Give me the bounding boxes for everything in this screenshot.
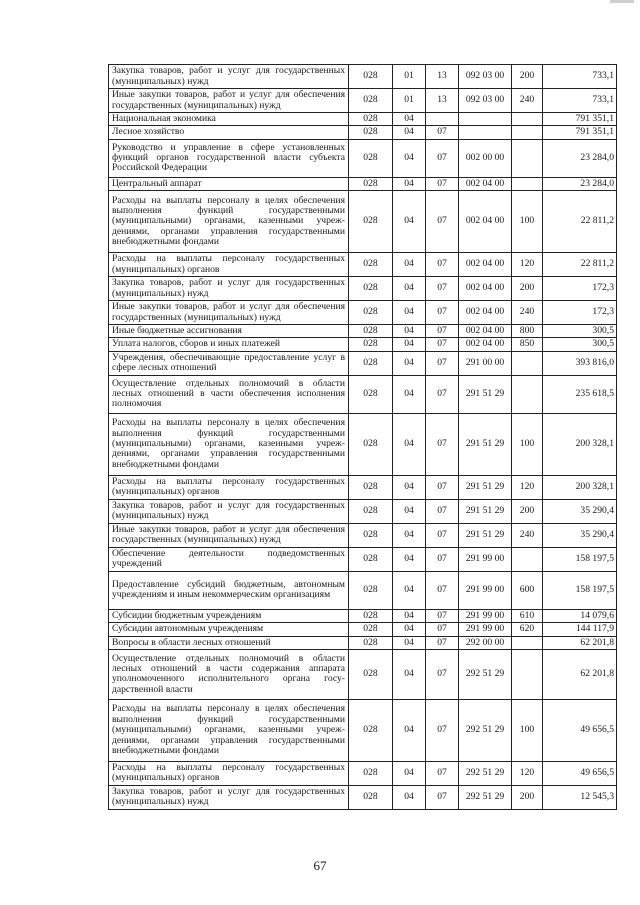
row-ved: 028 xyxy=(349,325,393,338)
table-row xyxy=(109,499,617,523)
row-pr xyxy=(426,113,459,126)
row-csr: 292 00 00 xyxy=(459,636,512,649)
row-pr: 07 xyxy=(426,351,459,375)
row-sum: 23 284,0 xyxy=(543,177,617,190)
row-csr: 002 04 00 xyxy=(459,325,512,338)
row-pr: 07 xyxy=(426,699,459,761)
row-rz: 04 xyxy=(393,475,426,499)
row-pr: 07 xyxy=(426,499,459,523)
row-name: Национальная экономика xyxy=(109,113,349,126)
row-pr: 07 xyxy=(426,375,459,413)
row-vr: 200 xyxy=(512,65,543,89)
table-row xyxy=(109,89,617,113)
row-name: Уплата налогов, сборов и иных платежей xyxy=(109,338,349,351)
row-rz: 04 xyxy=(393,126,426,139)
row-vr: 610 xyxy=(512,609,543,622)
row-sum: 733,1 xyxy=(543,89,617,113)
row-csr: 092 03 00 xyxy=(459,65,512,89)
row-ved: 028 xyxy=(349,699,393,761)
row-vr: 200 xyxy=(512,785,543,809)
row-pr: 13 xyxy=(426,89,459,113)
row-ved: 028 xyxy=(349,649,393,699)
row-pr: 07 xyxy=(426,609,459,622)
table-row xyxy=(109,338,617,351)
row-name: Иные закупки товаров, работ и услуг для обеспечения государственных (муниципальных) нужд xyxy=(109,301,349,325)
row-pr: 07 xyxy=(426,301,459,325)
row-rz: 04 xyxy=(393,253,426,277)
row-csr: 002 04 00 xyxy=(459,277,512,301)
row-ved: 028 xyxy=(349,547,393,571)
row-ved: 028 xyxy=(349,277,393,301)
row-csr: 291 99 00 xyxy=(459,571,512,609)
row-name: Учреждения, обеспечивающие предоставление услуг в сфере лесных отношений xyxy=(109,351,349,375)
row-pr: 07 xyxy=(426,338,459,351)
row-ved: 028 xyxy=(349,113,393,126)
row-vr xyxy=(512,126,543,139)
row-vr: 200 xyxy=(512,277,543,301)
table-row xyxy=(109,325,617,338)
table-row xyxy=(109,253,617,277)
row-vr: 100 xyxy=(512,191,543,253)
row-pr: 07 xyxy=(426,177,459,190)
row-csr: 002 04 00 xyxy=(459,253,512,277)
table-row xyxy=(109,65,617,89)
row-rz: 01 xyxy=(393,65,426,89)
row-rz: 04 xyxy=(393,785,426,809)
row-sum: 172,3 xyxy=(543,277,617,301)
row-pr: 07 xyxy=(426,139,459,177)
row-vr: 120 xyxy=(512,475,543,499)
row-pr: 07 xyxy=(426,277,459,301)
row-name: Расходы на выплаты персоналу в целях обеспечения выполнения функций государственными (муниципальными) органами, казенными учреждениями, органами управления государственными внебюджетными фондами xyxy=(109,413,349,475)
row-name: Обеспечение деятельности подведомственных учреждений xyxy=(109,547,349,571)
row-sum: 14 079,6 xyxy=(543,609,617,622)
table-row xyxy=(109,785,617,809)
row-name: Расходы на выплаты персоналу государственных (муниципальных) органов xyxy=(109,475,349,499)
row-ved: 028 xyxy=(349,375,393,413)
row-rz: 04 xyxy=(393,699,426,761)
row-pr: 07 xyxy=(426,191,459,253)
row-name: Расходы на выплаты персоналу в целях обеспечения выполнения функций государственными (муниципальными) органами, казенными учреждениями, органами управления государственными внебюджетными фондами xyxy=(109,699,349,761)
row-name: Закупка товаров, работ и услуг для государственных (муниципальных) нужд xyxy=(109,499,349,523)
row-sum: 172,3 xyxy=(543,301,617,325)
row-csr: 291 51 29 xyxy=(459,413,512,475)
row-rz: 04 xyxy=(393,375,426,413)
row-vr xyxy=(512,636,543,649)
row-vr xyxy=(512,649,543,699)
row-sum: 235 618,5 xyxy=(543,375,617,413)
row-rz: 04 xyxy=(393,523,426,547)
row-name: Закупка товаров, работ и услуг для государственных (муниципальных) нужд xyxy=(109,277,349,301)
row-rz: 04 xyxy=(393,338,426,351)
row-csr: 002 00 00 xyxy=(459,139,512,177)
row-rz: 04 xyxy=(393,325,426,338)
row-name: Осуществление отдельных полномочий в области лесных отношений в части содержания аппарата уполномоченного исполнительного органа государственной власти xyxy=(109,649,349,699)
row-rz: 04 xyxy=(393,301,426,325)
row-csr: 002 04 00 xyxy=(459,177,512,190)
row-pr: 07 xyxy=(426,523,459,547)
table-row xyxy=(109,139,617,177)
row-csr xyxy=(459,126,512,139)
row-csr: 291 99 00 xyxy=(459,609,512,622)
row-name: Субсидии автономным учреждениям xyxy=(109,623,349,636)
row-vr: 200 xyxy=(512,499,543,523)
row-rz: 04 xyxy=(393,609,426,622)
row-name: Расходы на выплаты персоналу в целях обеспечения выполнения функций государственными (муниципальными) органами, казенными учреждениями, органами управления государственными внебюджетными фондами xyxy=(109,191,349,253)
row-csr: 291 51 29 xyxy=(459,375,512,413)
row-vr xyxy=(512,547,543,571)
row-name: Расходы на выплаты персоналу государственных (муниципальных) органов xyxy=(109,253,349,277)
table-row xyxy=(109,351,617,375)
row-name: Центральный аппарат xyxy=(109,177,349,190)
row-ved: 028 xyxy=(349,253,393,277)
row-pr: 07 xyxy=(426,475,459,499)
row-pr: 07 xyxy=(426,413,459,475)
row-ved: 028 xyxy=(349,338,393,351)
row-vr: 240 xyxy=(512,523,543,547)
row-pr: 07 xyxy=(426,623,459,636)
row-name: Предоставление субсидий бюджетным, автономным учреждениям и иным некоммерческим организациям xyxy=(109,571,349,609)
row-sum: 35 290,4 xyxy=(543,523,617,547)
row-csr: 292 51 29 xyxy=(459,761,512,785)
row-csr: 002 04 00 xyxy=(459,191,512,253)
row-ved: 028 xyxy=(349,139,393,177)
row-pr: 07 xyxy=(426,253,459,277)
row-csr: 291 51 29 xyxy=(459,475,512,499)
row-vr: 240 xyxy=(512,89,543,113)
row-csr: 002 04 00 xyxy=(459,338,512,351)
row-pr: 07 xyxy=(426,636,459,649)
table-row xyxy=(109,761,617,785)
row-sum: 144 117,9 xyxy=(543,623,617,636)
row-vr xyxy=(512,139,543,177)
row-rz: 04 xyxy=(393,649,426,699)
row-sum: 22 811,2 xyxy=(543,191,617,253)
row-pr: 13 xyxy=(426,65,459,89)
row-sum: 49 656,5 xyxy=(543,761,617,785)
row-sum: 300,5 xyxy=(543,338,617,351)
row-name: Расходы на выплаты персоналу государственных (муниципальных) органов xyxy=(109,761,349,785)
row-csr: 291 99 00 xyxy=(459,547,512,571)
scan-edge-mark xyxy=(610,0,634,3)
row-csr: 292 51 29 xyxy=(459,785,512,809)
row-pr: 07 xyxy=(426,325,459,338)
row-ved: 028 xyxy=(349,351,393,375)
row-rz: 04 xyxy=(393,113,426,126)
row-rz: 04 xyxy=(393,177,426,190)
row-ved: 028 xyxy=(349,609,393,622)
row-vr: 120 xyxy=(512,761,543,785)
row-sum: 22 811,2 xyxy=(543,253,617,277)
row-sum: 393 816,0 xyxy=(543,351,617,375)
table-row xyxy=(109,636,617,649)
row-name: Вопросы в области лесных отношений xyxy=(109,636,349,649)
row-sum: 733,1 xyxy=(543,65,617,89)
row-sum: 23 284,0 xyxy=(543,139,617,177)
table-row xyxy=(109,623,617,636)
row-sum: 200 328,1 xyxy=(543,475,617,499)
row-ved: 028 xyxy=(349,571,393,609)
table-row xyxy=(109,547,617,571)
row-rz: 04 xyxy=(393,623,426,636)
row-pr: 07 xyxy=(426,761,459,785)
table-row xyxy=(109,375,617,413)
row-rz: 04 xyxy=(393,636,426,649)
table-row xyxy=(109,571,617,609)
row-pr: 07 xyxy=(426,785,459,809)
row-vr: 850 xyxy=(512,338,543,351)
row-sum: 158 197,5 xyxy=(543,571,617,609)
row-rz: 04 xyxy=(393,547,426,571)
row-csr: 092 03 00 xyxy=(459,89,512,113)
row-rz: 04 xyxy=(393,571,426,609)
table-row xyxy=(109,475,617,499)
table-row xyxy=(109,126,617,139)
row-vr xyxy=(512,351,543,375)
row-sum: 49 656,5 xyxy=(543,699,617,761)
row-ved: 028 xyxy=(349,499,393,523)
row-pr: 07 xyxy=(426,571,459,609)
row-csr: 291 99 00 xyxy=(459,623,512,636)
row-ved: 028 xyxy=(349,523,393,547)
row-vr: 100 xyxy=(512,413,543,475)
table-row xyxy=(109,113,617,126)
row-rz: 04 xyxy=(393,277,426,301)
row-vr: 800 xyxy=(512,325,543,338)
row-name: Субсидии бюджетным учреждениям xyxy=(109,609,349,622)
row-ved: 028 xyxy=(349,785,393,809)
row-ved: 028 xyxy=(349,126,393,139)
row-ved: 028 xyxy=(349,761,393,785)
row-vr: 100 xyxy=(512,699,543,761)
row-name: Закупка товаров, работ и услуг для государственных (муниципальных) нужд xyxy=(109,785,349,809)
table-row xyxy=(109,699,617,761)
row-csr: 292 51 29 xyxy=(459,649,512,699)
row-name: Закупка товаров, работ и услуг для государственных (муниципальных) нужд xyxy=(109,65,349,89)
row-ved: 028 xyxy=(349,89,393,113)
row-sum: 158 197,5 xyxy=(543,547,617,571)
row-vr xyxy=(512,113,543,126)
row-vr: 240 xyxy=(512,301,543,325)
row-ved: 028 xyxy=(349,65,393,89)
row-rz: 04 xyxy=(393,499,426,523)
row-csr: 292 51 29 xyxy=(459,699,512,761)
row-ved: 028 xyxy=(349,191,393,253)
table-row xyxy=(109,191,617,253)
row-rz: 01 xyxy=(393,89,426,113)
row-vr: 600 xyxy=(512,571,543,609)
table-row xyxy=(109,649,617,699)
budget-table-body xyxy=(109,65,617,810)
row-csr: 002 04 00 xyxy=(459,301,512,325)
row-sum: 200 328,1 xyxy=(543,413,617,475)
row-name: Иные закупки товаров, работ и услуг для обеспечения государственных (муниципальных) нужд xyxy=(109,523,349,547)
row-name: Иные бюджетные ассигнования xyxy=(109,325,349,338)
row-vr xyxy=(512,375,543,413)
row-ved: 028 xyxy=(349,636,393,649)
table-row xyxy=(109,413,617,475)
row-vr: 620 xyxy=(512,623,543,636)
row-sum: 12 545,3 xyxy=(543,785,617,809)
page-number: 67 xyxy=(313,858,327,873)
row-ved: 028 xyxy=(349,301,393,325)
row-name: Осуществление отдельных полномочий в области лесных отношений в части обеспечения исполнения полномочия xyxy=(109,375,349,413)
budget-table xyxy=(108,64,617,810)
row-name: Иные закупки товаров, работ и услуг для обеспечения государственных (муниципальных) нужд xyxy=(109,89,349,113)
row-vr: 120 xyxy=(512,253,543,277)
row-vr xyxy=(512,177,543,190)
table-row xyxy=(109,277,617,301)
row-sum: 62 201,8 xyxy=(543,636,617,649)
row-rz: 04 xyxy=(393,413,426,475)
row-pr: 07 xyxy=(426,649,459,699)
row-csr xyxy=(459,113,512,126)
row-name: Руководство и управление в сфере установленных функций органов государственной власти субъекта Российской Федерации xyxy=(109,139,349,177)
row-ved: 028 xyxy=(349,177,393,190)
row-sum: 791 351,1 xyxy=(543,113,617,126)
row-csr: 291 00 00 xyxy=(459,351,512,375)
row-name: Лесное хозяйство xyxy=(109,126,349,139)
row-ved: 028 xyxy=(349,475,393,499)
row-csr: 291 51 29 xyxy=(459,499,512,523)
table-row xyxy=(109,301,617,325)
row-rz: 04 xyxy=(393,351,426,375)
row-rz: 04 xyxy=(393,139,426,177)
table-row xyxy=(109,523,617,547)
row-rz: 04 xyxy=(393,761,426,785)
table-row xyxy=(109,177,617,190)
row-rz: 04 xyxy=(393,191,426,253)
row-sum: 62 201,8 xyxy=(543,649,617,699)
row-ved: 028 xyxy=(349,623,393,636)
row-sum: 300,5 xyxy=(543,325,617,338)
row-sum: 791 351,1 xyxy=(543,126,617,139)
row-pr: 07 xyxy=(426,547,459,571)
row-sum: 35 290,4 xyxy=(543,499,617,523)
table-row xyxy=(109,609,617,622)
row-ved: 028 xyxy=(349,413,393,475)
row-pr: 07 xyxy=(426,126,459,139)
row-csr: 291 51 29 xyxy=(459,523,512,547)
